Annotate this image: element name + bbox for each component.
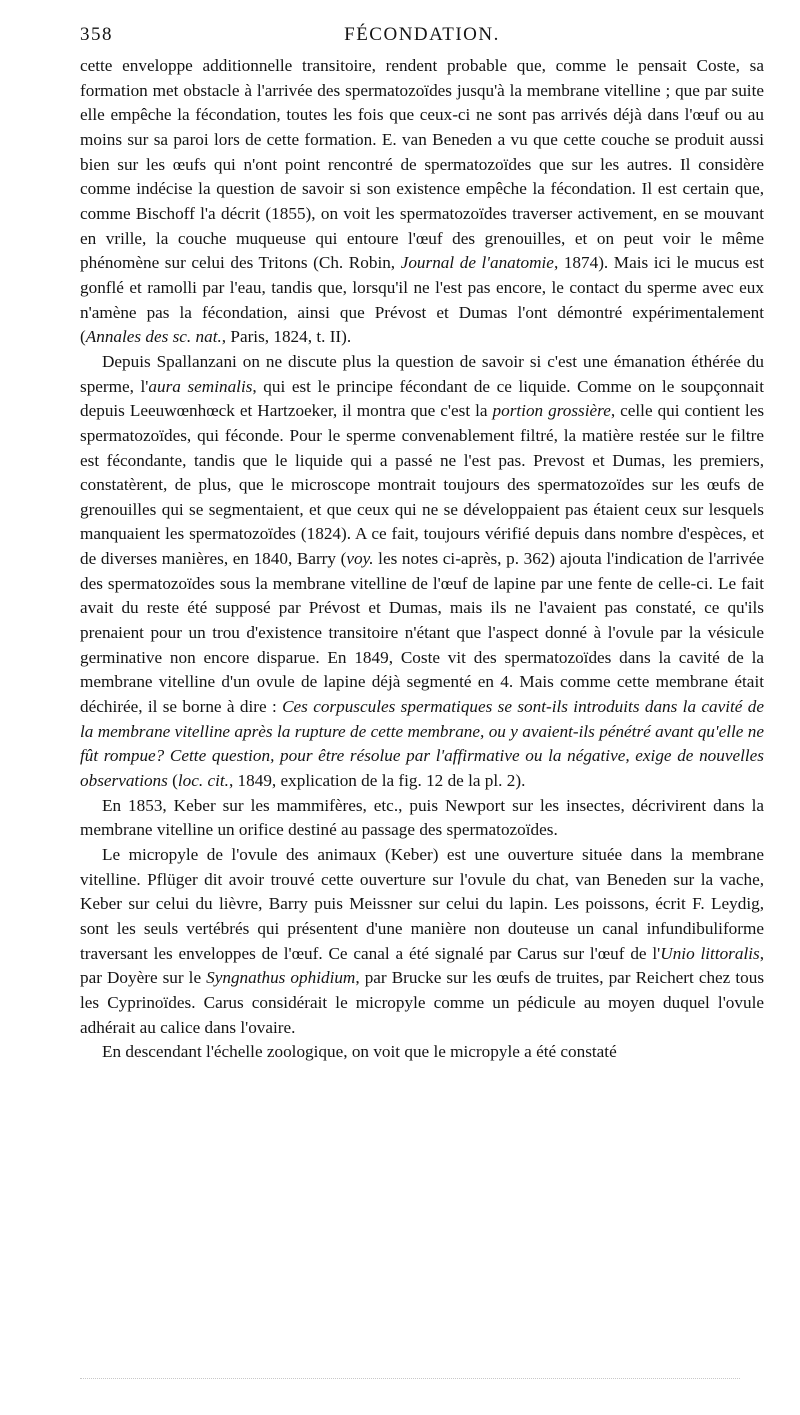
italic-text-segment: Ces corpuscules spermatiques se sont-ils introduits dans la cavité de la membrane vitelline après la rupture de cette membrane, ou y avaient-ils pénétré avant qu'elle ne fût rompue? Cette question, pour être résolue par l'affirmative ou la négative, exige de nouvelles observations (80, 697, 764, 791)
text-segment: cette enveloppe additionnelle transitoire, rendent probable que, comme le pensait Coste, sa formation met obstacle à l'arrivée des spermatozoïdes jusqu'à la membrane vitelline ; que par suite elle empêche la fécondation, toutes les fois que ceux-ci ne sont pas arrivés déjà dans l'œuf ou au moins sur sa paroi lors de cette formation. E. van Beneden a vu que cette couche se produit aussi bien sur les œufs qui n'ont point rencontré de spermatozoïdes que sur les autres. Il considère comme indécise la question de savoir si son existence empêche la fécondation. Il est certain que, comme Bischoff l'a décrit (1855), on voit les spermatozoïdes traverser activement, en se mouvant en vrille, la couche muqueuse qui entoure l'œuf des grenouilles, et on peut voir le même phénomène sur celui des Tritons (Ch. Robin, (80, 56, 764, 273)
book-page (80, 22, 764, 1065)
text-segment: , celle qui contient les spermatozoïdes, qui féconde. Pour le sperme convenablement filtré, la matière restée sur le filtre est fécondante, tandis que le liquide qui a passé ne l'est pas. Prevost et Dumas, les premiers, constatèrent, de plus, que le microscope montrait toujours des spermatozoïdes sur les œufs de grenouilles qui se segmentaient, et que ceux qui ne se développaient pas étaient ceux sur lesquels manquaient les spermatozoïdes (1824). A ce fait, toujours vérifié depuis dans nombre d'espèces, et de diverses manières, en 1840, Barry ( (80, 401, 765, 569)
text-segment: En descendant l'échelle zoologique, on voit que le micropyle a été constaté (102, 1042, 617, 1062)
italic-text-segment: Journal de l'anatomie (400, 253, 554, 273)
paragraph-2 (80, 350, 764, 794)
text-segment: les notes ci-après, p. 362) ajouta l'indication de l'arrivée des spermatozoïdes sous la membrane vitelline de l'œuf de lapine par une fente de celle-ci. Le fait avait du reste été supposé par Prévost et Dumas, mais ils ne l'avaient pas constaté, ce qu'ils prenaient pour un trou d'existence transitoire n'étant que l'aspect donné à l'ovule par la vésicule germinative non encore disparue. En 1849, Coste vit des spermatozoïdes dans la cavité de la membrane vitelline d'un ovule de lapine déjà segmenté en 4. Mais comme cette membrane était déchirée, il se borne à dire : (80, 549, 764, 717)
running-head (80, 22, 764, 54)
paragraph-1 (80, 54, 764, 350)
body-text (80, 54, 764, 1065)
text-segment: Depuis Spallanzani on ne discute plus la question de savoir si c'est une émanation éthérée du sperme, l' (80, 351, 764, 396)
italic-text-segment: Annales des sc. nat. (85, 327, 222, 347)
text-segment: Le micropyle de l'ovule des animaux (Keber) est une ouverture située dans la membrane vitelline. Pflüger dit avoir trouvé cette ouverture sur l'ovule du chat, van Beneden sur la vache, Keber sur celui du lièvre, Barry puis Meissner sur celui du lapin. Les poissons, écrit F. Leydig, sont les seuls vertébrés qui présentent d'une manière non douteuse un canal infundibuliforme traversant les enveloppes de l'œuf. Ce canal a été signalé par Carus sur l'œuf de l' (80, 845, 764, 963)
italic-text-segment: Syngnathus ophidium (206, 968, 356, 988)
italic-text-segment: voy. (346, 549, 374, 569)
page-number: 358 (80, 24, 113, 45)
italic-text-segment: Unio littoralis (660, 943, 760, 963)
italic-text-segment: aura seminalis (148, 376, 253, 396)
text-segment: , 1874). Mais ici le mucus est gonflé et ramolli par l'eau, tandis que, lorsqu'il ne l'est pas encore, le contact du sperme avec eux n'amène pas la fécondation, ainsi que Prévost et Dumas l'ont démontré expérimentalement ( (80, 253, 765, 347)
italic-text-segment: loc. cit. (177, 771, 229, 791)
running-title: FÉCONDATION. (344, 24, 500, 45)
text-segment: En 1853, Keber sur les mammifères, etc., puis Newport sur les insectes, décrivirent dans la membrane vitelline un orifice destiné au passage des spermatozoïdes. (80, 795, 764, 840)
text-segment: , Paris, 1824, t. II). (221, 327, 352, 347)
text-segment: , par Brucke sur les œufs de truites, par Reichert chez tous les Cyprinoïdes. Carus considérait le micropyle comme un pédicule au moyen duquel l'ovule adhérait au calice dans l'ovaire. (80, 968, 765, 1037)
paragraph-4 (80, 843, 764, 1040)
text-segment: , qui est le principe fécondant de ce liquide. Comme on le soupçonnait depuis Leeuwœnhœck et Hartzoeker, il montra que c'est la (80, 376, 764, 421)
text-segment: , 1849, explication de la fig. 12 de la pl. 2). (228, 771, 526, 791)
text-segment: ( (167, 771, 178, 791)
bottom-margin-specks (80, 1378, 740, 1383)
paragraph-3 (80, 794, 764, 843)
italic-text-segment: portion grossière (492, 401, 611, 421)
text-segment: , par Doyère sur le (80, 943, 765, 988)
paragraph-5 (80, 1040, 764, 1065)
